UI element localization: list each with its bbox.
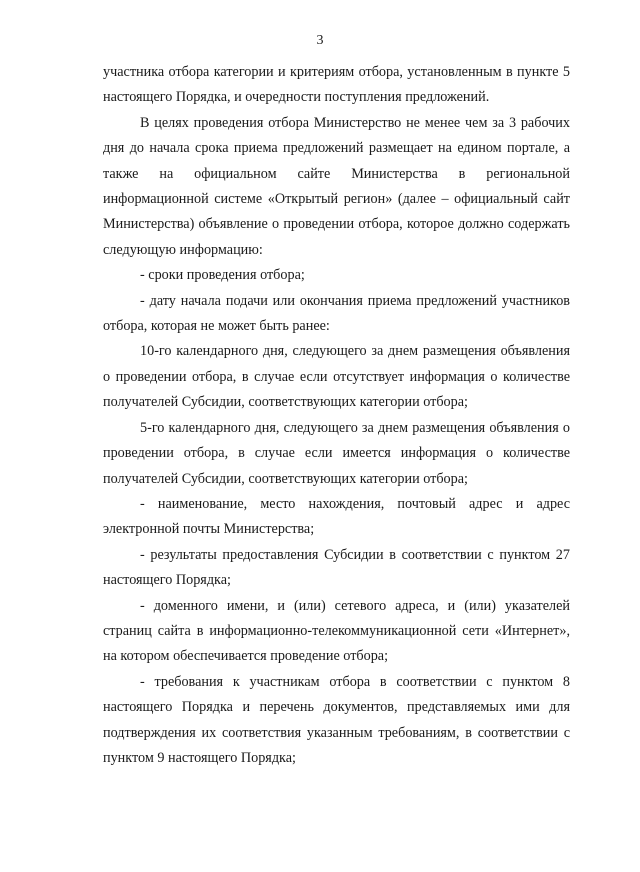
- list-item-domain-name: - доменного имени, и (или) сетевого адреса, и (или) указателей страниц сайта в информационно-телекоммуникационной сети «Интернет», на котором обеспечивается проведение отбора;: [103, 597, 570, 665]
- list-item-terms: - сроки проведения отбора;: [140, 267, 305, 284]
- paragraph-announcement: В целях проведения отбора Министерство не менее чем за 3 рабочих дня до начала срока приема предложений размещает на едином портале, а также на официальном сайте Министерства в региональной информационной системе «Открытый регион» (далее – официальный сайт Министерства) объявление о проведении отбора, которое должно содержать следующую информацию:: [103, 114, 570, 258]
- list-item-results: - результаты предоставления Субсидии в соответствии с пунктом 27 настоящего Порядка;: [103, 546, 570, 589]
- list-item-ministry-address: - наименование, место нахождения, почтовый адрес и адрес электронной почты Министерства;: [103, 495, 570, 538]
- paragraph-10th-day: 10-го календарного дня, следующего за днем размещения объявления о проведении отбора, в случае если отсутствует информация о количестве получателей Субсидии, соответствующих категории отбора;: [103, 343, 570, 411]
- paragraph-continuation: участника отбора категории и критериям отбора, установленным в пункте 5 настоящего Порядка, и очередности поступления предложений.: [103, 64, 570, 106]
- document-body: [103, 60, 570, 771]
- list-item-start-date: - дату начала подачи или окончания приема предложений участников отбора, которая не может быть ранее:: [103, 292, 570, 335]
- list-item-requirements: - требования к участникам отбора в соответствии с пунктом 8 настоящего Порядка и перечень документов, представляемых ими для подтверждения их соответствия указанным требованиям, в соответствии с пунктом 9 настоящего Порядка;: [103, 673, 570, 766]
- page-number: 3: [316, 33, 324, 48]
- paragraph-5th-day: 5-го календарного дня, следующего за днем размещения объявления о проведении отбора, в случае если имеется информация о количестве получателей Субсидии, соответствующих категории отбора;: [103, 419, 570, 487]
